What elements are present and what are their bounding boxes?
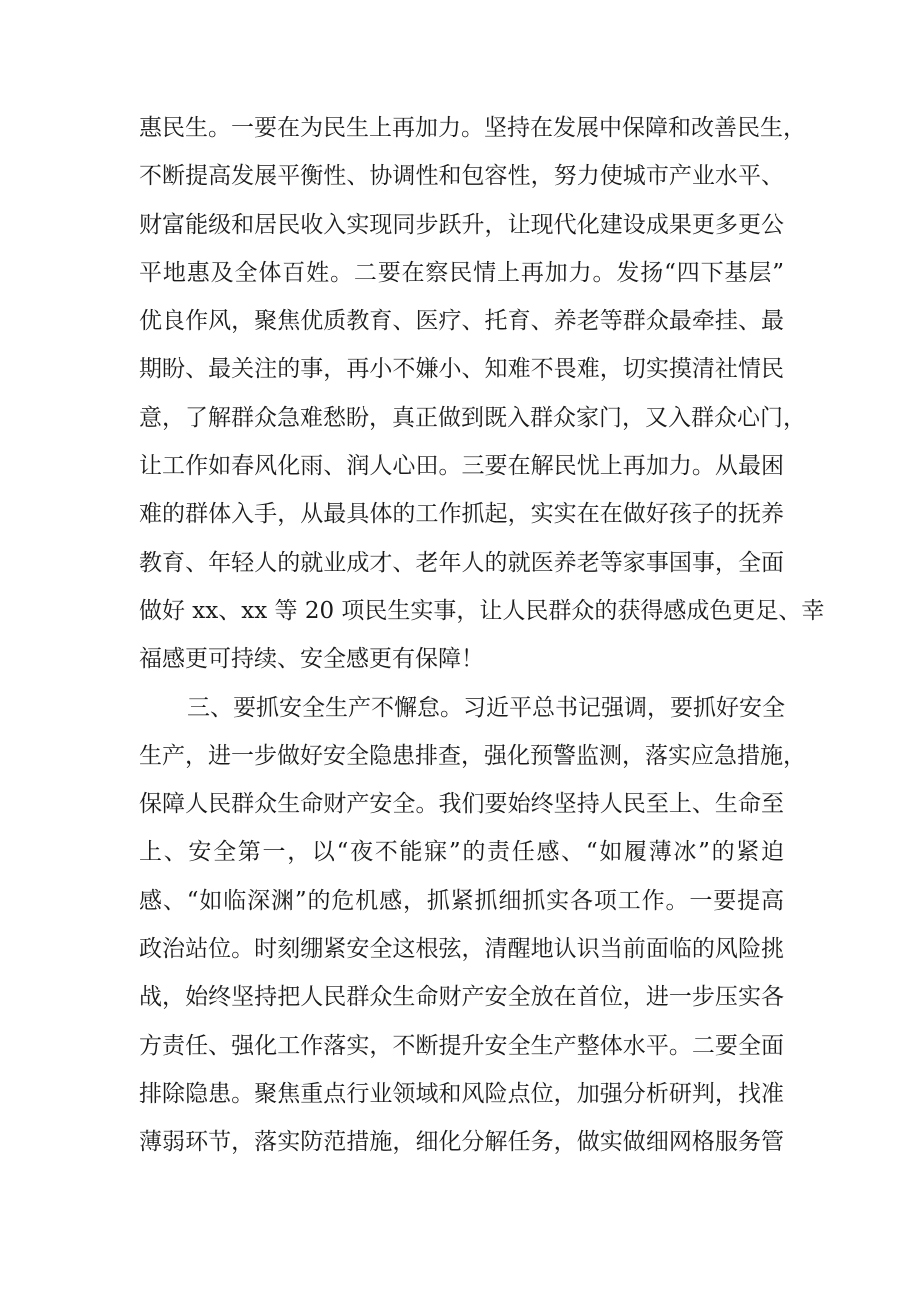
text-line: 保障人民群众生命财产安全。我们要始终坚持人民至上、生命至 [139, 791, 784, 818]
text-line: 不断提高发展平衡性、协调性和包容性，努力使城市产业水平、 [139, 163, 784, 190]
text-line: 让工作如春风化雨、润人心田。三要在解民忧上再加力。从最困 [139, 453, 784, 480]
paragraph-safety [139, 684, 806, 1167]
text-line: 上、安全第一，以“夜不能寐”的责任感、“如履薄冰”的紧迫 [139, 839, 784, 866]
text-line: 政治站位。时刻绷紧安全这根弦，清醒地认识当前面临的风险挑 [139, 936, 784, 963]
text-line: 财富能级和居民收入实现同步跃升，让现代化建设成果更多更公 [139, 211, 784, 238]
text-line: 教育、年轻人的就业成才、老年人的就医养老等家事国事，全面 [139, 549, 784, 576]
text-line: 感、“如临深渊”的危机感，抓紧抓细抓实各项工作。一要提高 [139, 887, 784, 914]
text-line: 福感更可持续、安全感更有保障！ [139, 646, 484, 673]
text-line: 做好 xx、xx 等 20 项民生实事，让人民群众的获得感成色更足、幸 [139, 597, 825, 624]
text-line: 期盼、最关注的事，再小不嫌小、知难不畏难，切实摸清社情民 [139, 356, 784, 383]
text-line: 平地惠及全体百姓。二要在察民情上再加力。发扬“四下基层” [139, 259, 784, 286]
text-line: 战，始终坚持把人民群众生命财产安全放在首位，进一步压实各 [139, 984, 784, 1011]
document-body [139, 104, 825, 1167]
text-line: 排除隐患。聚焦重点行业领域和风险点位，加强分析研判，找准 [139, 1080, 784, 1107]
text-line: 生产，进一步做好安全隐患排查，强化预警监测，落实应急措施， [139, 742, 806, 769]
text-line: 优良作风，聚焦优质教育、医疗、托育、养老等群众最牵挂、最 [139, 308, 784, 335]
text-line: 难的群体入手，从最具体的工作抓起，实实在在做好孩子的抚养 [139, 501, 784, 528]
text-line: 三、要抓安全生产不懈怠。习近平总书记强调，要抓好安全 [187, 694, 785, 721]
text-line: 惠民生。一要在为民生上再加力。坚持在发展中保障和改善民生， [139, 115, 806, 141]
paragraph-livelihood [139, 104, 825, 684]
text-line: 意，了解群众急难愁盼，真正做到既入群众家门，又入群众心门， [139, 404, 806, 431]
text-line: 方责任、强化工作落实，不断提升安全生产整体水平。二要全面 [139, 1032, 784, 1059]
text-line: 薄弱环节，落实防范措施，细化分解任务，做实做细网格服务管 [139, 1129, 784, 1156]
